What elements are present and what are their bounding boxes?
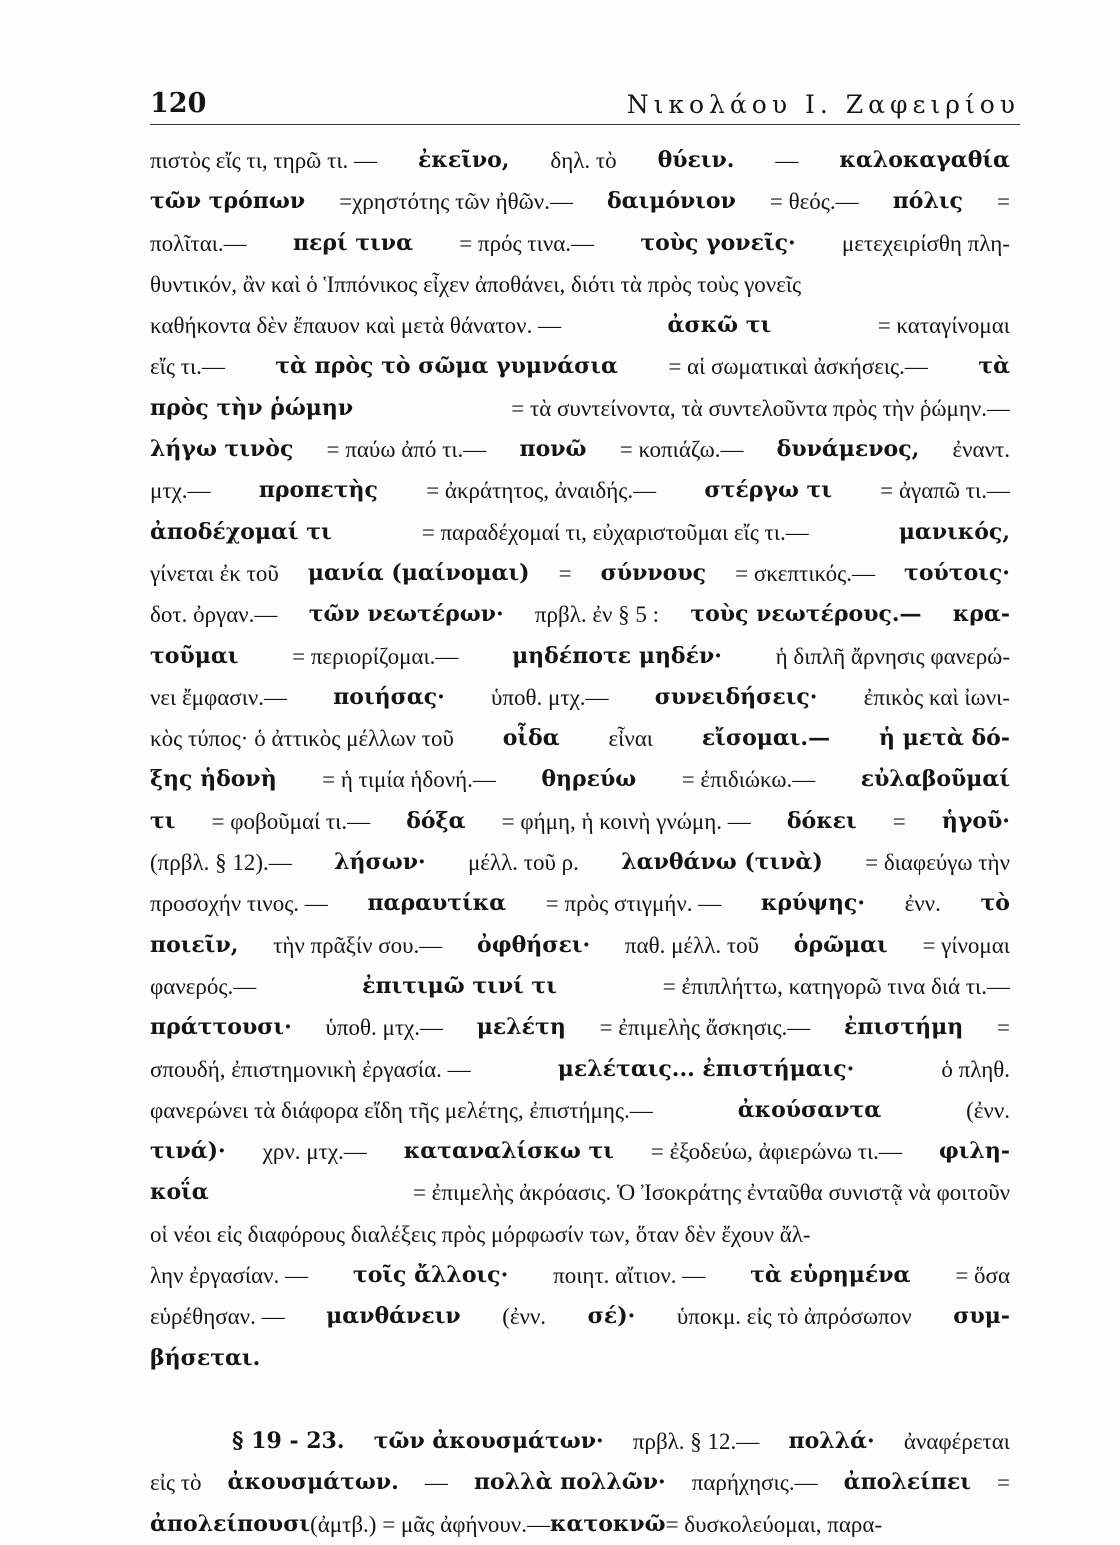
text-line — [150, 1090, 1010, 1131]
text-line — [150, 759, 1010, 800]
gloss-text: ποιητ. αἴτιον. — — [553, 1263, 706, 1289]
lemma-term: ἀκουσμάτων. — [227, 1469, 399, 1496]
gloss-text: πιστὸς εἴς τι, τηρῶ τι. — — [150, 148, 378, 173]
running-title: Νικολάου Ι. Ζαφειρίου — [626, 90, 1020, 119]
lemma-term: § 19 - 23. — [232, 1427, 345, 1454]
lemma-term: πολλά· — [788, 1427, 875, 1454]
lemma-term: τῶν ἀκουσμάτων· — [373, 1427, 604, 1454]
lemma-term: δυνάμενος, — [776, 436, 920, 463]
gloss-text: (πρβλ. § 12).— — [150, 850, 292, 876]
gloss-text: ὑποθ. μτχ.— — [325, 1015, 444, 1041]
gloss-text: = δυσκολεύομαι, παρα- — [665, 1511, 883, 1537]
text-line — [150, 140, 1010, 181]
lemma-term: οἶδα — [502, 725, 560, 752]
lemma-term: προπετὴς — [258, 477, 378, 504]
lemma-term: εὐλαβοῦμαί — [860, 766, 1010, 793]
lemma-term: τοὺς νεωτέρους.— — [690, 601, 922, 628]
text-line — [150, 594, 1010, 635]
gloss-text: (ἐνν. — [502, 1304, 547, 1330]
lemma-term: πράττουσι· — [150, 1014, 292, 1041]
lemma-term: τινά)· — [150, 1138, 226, 1165]
text-line — [150, 883, 1010, 924]
lemma-term: τοὺς γονεῖς· — [640, 229, 796, 256]
gloss-text: ὁ πληθ. — [941, 1056, 1010, 1082]
lemma-term: ὁρῶμαι — [793, 931, 888, 958]
gloss-text: =χρηστότης τῶν ἠθῶν.— — [339, 189, 573, 215]
text-line — [150, 305, 1010, 346]
lemma-term: πολλὰ πολλῶν· — [473, 1469, 666, 1496]
gloss-text: = ἐπιμελὴς ἄσκησις.— — [599, 1015, 811, 1041]
gloss-text: θυντικόν, ἂν καὶ ὁ Ἱππόνικος εἶχεν ἀποθάνει, διότι τὰ πρὸς τοὺς γονεῖς — [150, 271, 802, 297]
gloss-text: οἱ νέοι εἰς διαφόρους διαλέξεις πρὸς μόρφωσίν των, ὅταν δὲν ἔχουν ἄλ- — [150, 1221, 811, 1247]
lemma-term: ποιεῖν, — [150, 931, 239, 958]
lemma-term: ἡ μετὰ δό- — [878, 725, 1010, 752]
gloss-text: εἶναι — [608, 726, 653, 752]
lemma-term: δόξα — [406, 807, 466, 834]
lemma-term: πρὸς τὴν ῥώμην — [150, 394, 354, 421]
gloss-text: = θεός.— — [769, 189, 859, 215]
gloss-text: παρήχησις.— — [691, 1470, 818, 1496]
gloss-text: = ἐπιμελὴς ἀκρόασις. Ὁ Ἰσοκράτης ἐνταῦθα συνιστᾷ νὰ φοιτοῦν — [412, 1180, 1010, 1206]
lemma-term: μανθάνειν — [326, 1303, 461, 1330]
gloss-text: λην ἐργασίαν. — — [150, 1263, 309, 1289]
lemma-term: λανθάνω (τινὰ) — [621, 849, 823, 876]
lemma-term: παραυτίκα — [367, 890, 507, 917]
text-line — [150, 1504, 1010, 1545]
gloss-text: μτχ.— — [150, 478, 211, 504]
gloss-text: φανερός.— — [150, 973, 257, 999]
lemma-term: ὀφθήσει· — [477, 931, 591, 958]
text-line — [150, 801, 1010, 842]
gloss-text: (ἀμτβ.) = μᾶς ἀφήνουν.— — [310, 1511, 550, 1537]
lemma-term: συνειδήσεις· — [654, 683, 818, 710]
text-line — [150, 223, 1010, 264]
gloss-text: = διαφεύγω τὴν — [865, 850, 1010, 876]
lemma-term: ἐπιστήμη — [844, 1014, 964, 1041]
lemma-term: ἀποδέχομαί τι — [150, 518, 332, 545]
lemma-term: περί τινα — [292, 229, 413, 256]
gloss-text: δηλ. τὸ — [550, 148, 617, 173]
gloss-text: κὸς τύπος· ὁ ἀττικὸς μέλλων τοῦ — [150, 726, 454, 752]
text-line — [150, 1338, 1010, 1379]
gloss-text: παθ. μέλλ. τοῦ — [624, 932, 760, 958]
lemma-term: ἐκεῖνο, — [417, 147, 510, 173]
gloss-text: πρβλ. ἐν § 5 : — [534, 602, 660, 628]
gloss-text: = φήμη, ἡ κοινὴ γνώμη. — — [501, 808, 751, 834]
gloss-text: = καταγίνομαι — [877, 313, 1010, 339]
gloss-text: τὴν πρᾶξίν σου.— — [273, 932, 443, 958]
gloss-text: καθήκοντα δὲν ἔπαυον καὶ μετὰ θάνατον. — — [150, 313, 562, 339]
text-line — [150, 470, 1010, 511]
text-line — [150, 346, 1010, 387]
lemma-term: θύειν. — [657, 147, 735, 173]
gloss-text: = φοβοῦμαί τι.— — [211, 808, 371, 834]
text-line — [150, 677, 1010, 718]
gloss-text: εἴς τι.— — [150, 354, 225, 380]
gloss-text: ὑποκμ. εἰς τὸ ἀπρόσωπον — [676, 1304, 912, 1330]
lemma-term: τὰ εὑρημένα — [750, 1262, 911, 1289]
gloss-text: = — [996, 1470, 1010, 1496]
text-line — [150, 264, 1010, 305]
gloss-text: πρβλ. § 12.— — [632, 1428, 760, 1454]
text-line — [150, 966, 1010, 1007]
lemma-term: πόλις — [892, 188, 963, 215]
lemma-term: τὰ πρὸς τὸ σῶμα γυμνάσια — [275, 353, 618, 380]
text-line — [150, 553, 1010, 594]
gloss-text: = ἐπιπλήττω, κατηγορῶ τινα διά τι.— — [662, 973, 1010, 999]
lemma-term: μανικός, — [898, 518, 1010, 545]
lemma-term: καλοκαγαθία — [839, 147, 1010, 173]
text-line — [150, 842, 1010, 883]
gloss-text: ἡ διπλῆ ἄρνησις φανερώ- — [775, 643, 1010, 669]
gloss-text: ὑποθ. μτχ.— — [490, 684, 609, 710]
lemma-term: λήσων· — [334, 849, 426, 876]
lemma-term: τι — [150, 807, 176, 834]
page-header — [150, 88, 1020, 125]
gloss-text: = αἱ σωματικαὶ ἀσκήσεις.— — [668, 354, 928, 380]
gloss-text: (ἐνν. — [966, 1097, 1010, 1123]
lemma-term: εἴσομαι.— — [701, 725, 831, 752]
gloss-text: = — [558, 560, 572, 586]
lemma-term: ξης ἡδονὴ — [150, 766, 277, 793]
lemma-term: τοῖς ἄλλοις· — [352, 1262, 509, 1289]
text-line — [150, 388, 1010, 429]
text-line — [150, 718, 1010, 759]
lemma-term: φιλη- — [938, 1138, 1010, 1165]
lemma-term: ἀσκῶ τι — [667, 312, 772, 339]
lemma-term: δαιμόνιον — [607, 188, 736, 215]
text-line — [150, 1421, 1010, 1462]
gloss-text: = ὅσα — [955, 1263, 1010, 1289]
lemma-term: λήγω τινὸς — [150, 436, 294, 463]
lemma-term: κρα- — [952, 601, 1010, 628]
gloss-text: = παραδέχομαί τι, εὐχαριστοῦμαι εἴς τι.— — [421, 519, 809, 545]
lemma-term: κρύψης· — [760, 890, 865, 917]
lemma-term: συμ- — [953, 1303, 1010, 1330]
gloss-text: — — [424, 1470, 448, 1496]
lemma-term: σέ)· — [587, 1303, 636, 1330]
lemma-term: βήσεται. — [150, 1344, 261, 1371]
lemma-term: μελέτη — [476, 1014, 566, 1041]
text-line — [150, 1007, 1010, 1048]
gloss-text: = κοπιάζω.— — [619, 437, 744, 463]
text-line — [150, 1462, 1010, 1503]
gloss-text: εἰς τὸ — [150, 1470, 202, 1496]
gloss-text: φανερώνει τὰ διάφορα εἴδη τῆς μελέτης, ἐπιστήμης.— — [150, 1097, 653, 1123]
gloss-text: = παύω ἀπό τι.— — [326, 437, 487, 463]
gloss-text: = ἐξοδεύω, ἀφιερώνω τι.— — [650, 1139, 902, 1165]
lemma-term: κατοκνῶ — [549, 1510, 666, 1537]
text-line — [150, 512, 1010, 553]
gloss-text: σπουδή, ἐπιστημονικὴ ἐργασία. — — [150, 1056, 471, 1082]
text-line — [150, 1255, 1010, 1296]
lemma-term: τὰ — [978, 353, 1010, 380]
gloss-text: = — [997, 1015, 1010, 1041]
lemma-term: τῶν τρόπων — [150, 188, 306, 215]
gloss-text: ἐνν. — [904, 891, 941, 917]
gloss-text: ἐπικὸς καὶ ἰωνι- — [863, 684, 1010, 710]
gloss-text: = πρός τινα.— — [459, 230, 595, 256]
gloss-text: = ἀκράτητος, ἀναιδής.— — [426, 478, 657, 504]
gloss-text: = ἡ τιμία ἡδονή.— — [322, 767, 496, 793]
lemma-term: ἀκούσαντα — [737, 1096, 882, 1123]
page-number: 120 — [150, 88, 207, 119]
lemma-term: μανία (μαίνομαι) — [307, 559, 530, 586]
gloss-text: = σκεπτικός.— — [735, 560, 875, 586]
gloss-text: πολῖται.— — [150, 230, 247, 256]
gloss-text: μετεχειρίσθη πλη- — [841, 230, 1010, 256]
lemma-term: ἀπολείπει — [843, 1469, 971, 1496]
commentary-text — [150, 140, 1010, 1545]
gloss-text: νει ἔμφασιν.— — [150, 684, 288, 710]
gloss-text: γίνεται ἐκ τοῦ — [150, 560, 279, 586]
gloss-text: = — [892, 808, 906, 834]
gloss-text: — — [775, 148, 799, 173]
lemma-term: δόκει — [786, 807, 857, 834]
gloss-text: = τὰ συντείνοντα, τὰ συντελοῦντα πρὸς τὴν ῥώμην.— — [511, 395, 1010, 421]
lemma-term: σύννους — [600, 559, 707, 586]
gloss-text: = ἐπιδιώκω.— — [681, 767, 816, 793]
gloss-text: = περιορίζομαι.— — [292, 643, 459, 669]
text-line — [150, 636, 1010, 677]
gloss-text: ἐναντ. — [952, 437, 1010, 463]
lemma-term: τῶν νεωτέρων· — [308, 601, 504, 628]
lemma-term: ποιήσας· — [333, 683, 445, 710]
text-line — [150, 1049, 1010, 1090]
gloss-text: χρν. μτχ.— — [262, 1139, 367, 1165]
lemma-term: καταναλίσκω τι — [403, 1138, 614, 1165]
lemma-term: ἡγοῦ· — [941, 807, 1010, 834]
gloss-text: = γίνομαι — [922, 932, 1010, 958]
text-line — [150, 925, 1010, 966]
gloss-text: = — [996, 189, 1010, 215]
lemma-term: πονῶ — [519, 436, 587, 463]
lemma-term: τὸ — [980, 890, 1010, 917]
lemma-term: τούτοις· — [904, 559, 1010, 586]
gloss-text: προσοχήν τινος. — — [150, 891, 328, 917]
gloss-text: = πρὸς στιγμήν. — — [545, 891, 722, 917]
gloss-text: ἀναφέρεται — [903, 1428, 1010, 1454]
lemma-term: μηδέποτε μηδέν· — [512, 642, 722, 669]
gloss-text: δοτ. ὀργαν.— — [150, 602, 278, 628]
gloss-text: εὑρέθησαν. — — [150, 1304, 285, 1330]
lemma-term: θηρεύω — [541, 766, 637, 793]
lemma-term: στέργω τι — [704, 477, 832, 504]
gloss-text: μέλλ. τοῦ ρ. — [467, 850, 579, 876]
text-line — [150, 1296, 1010, 1337]
lemma-term: κοΐα — [150, 1179, 209, 1206]
text-line — [150, 1214, 1010, 1255]
text-line — [150, 1131, 1010, 1172]
text-line — [150, 1172, 1010, 1213]
lemma-term: ἐπιτιμῶ τινί τι — [362, 972, 557, 999]
text-line — [150, 429, 1010, 470]
lemma-term: ἀπολείπουσι — [150, 1510, 311, 1537]
gloss-text: = ἀγαπῶ τι.— — [880, 478, 1010, 504]
lemma-term: μελέταις... ἐπιστήμαις· — [557, 1055, 855, 1082]
lemma-term: τοῦμαι — [150, 642, 239, 669]
text-line — [150, 181, 1010, 222]
